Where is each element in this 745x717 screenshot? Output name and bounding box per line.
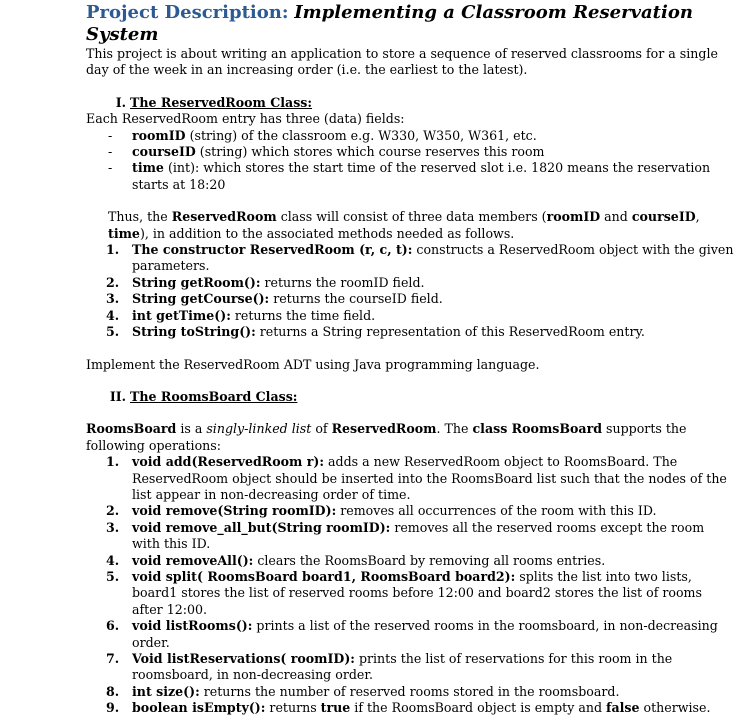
item-number: 3. — [106, 291, 120, 307]
method-signature: String toString(): — [132, 324, 256, 340]
method-signature: The constructor ReservedRoom (r, c, t): — [132, 242, 413, 258]
section-2-lead — [86, 421, 736, 454]
text: Thus, the — [108, 209, 172, 225]
list-item — [86, 160, 736, 193]
list-item — [86, 684, 736, 700]
method-desc: if the RoomsBoard object is empty and — [350, 700, 607, 716]
method-desc: returns the time field. — [230, 307, 376, 323]
list-item — [86, 275, 736, 291]
item-number: 8. — [106, 683, 120, 699]
text: supports the following operations: — [86, 421, 687, 453]
method-desc: adds a new ReservedRoom object to RoomsBoard. The ReservedRoom object should be inserted into the RoomsBoard list such that the nodes of the list appear in non-decreasing order of time. — [132, 454, 727, 502]
section-1-lead: Each ReservedRoom entry has three (data) fields: — [86, 111, 405, 127]
list-item — [86, 308, 736, 324]
method-signature: String getCourse(): — [132, 291, 270, 307]
list-item — [86, 242, 736, 275]
list-item — [86, 144, 736, 160]
list-item — [86, 553, 736, 569]
text: of — [311, 421, 332, 437]
item-number: 5. — [106, 324, 120, 340]
list-item — [86, 700, 736, 716]
intro-paragraph: This project is about writing an application to store a sequence of reserved classrooms for a single day of the week in an increasing order (i.e. the earliest to the latest). — [86, 46, 718, 78]
item-number: 9. — [106, 700, 120, 716]
implement-paragraph: Implement the ReservedRoom ADT using Java programming language. — [86, 356, 540, 372]
field-desc: (string) which stores which course reserves this room — [195, 144, 545, 160]
member-name: courseID — [631, 209, 696, 225]
method-desc: returns a String representation of this ReservedRoom entry. — [255, 324, 645, 340]
method-signature: void add(ReservedRoom r): — [132, 454, 324, 470]
list-item — [86, 569, 736, 618]
method-signature: Void listReservations( roomID): — [132, 651, 355, 666]
section-2-title: The RoomsBoard Class: — [130, 388, 298, 404]
title-project: Project Description: — [86, 2, 289, 23]
field-name: time — [132, 160, 164, 176]
method-desc: removes all the reserved rooms except the room with this ID. — [132, 519, 705, 552]
method-signature: void remove(String roomID): — [132, 503, 337, 519]
method-desc: prints the list of reservations for this room in the roomsboard, in non-decreasing order. — [132, 651, 673, 683]
item-number: 3. — [106, 519, 120, 535]
item-number: 2. — [106, 274, 120, 290]
list-item — [86, 651, 736, 684]
title-subtitle: Implementing a Classroom Reservation System — [86, 2, 693, 45]
document-page — [86, 0, 736, 717]
list-item — [86, 618, 736, 651]
text: class will consist of three data members ( — [276, 209, 547, 225]
list-item — [86, 291, 736, 307]
field-name: roomID — [132, 127, 186, 143]
class-name: class RoomsBoard — [472, 421, 603, 437]
item-number: 7. — [106, 651, 120, 666]
section-2-number: II. — [109, 388, 126, 404]
item-number: 2. — [106, 503, 120, 519]
class-name: RoomsBoard — [86, 421, 177, 437]
class-name: ReservedRoom — [331, 421, 437, 437]
method-desc: otherwise. — [639, 700, 711, 716]
method-list — [86, 242, 736, 340]
operations-list — [86, 454, 736, 717]
item-number: 4. — [106, 552, 120, 568]
emphasis: singly-linked list — [206, 421, 312, 437]
list-item — [86, 454, 736, 503]
text: is a — [176, 421, 207, 437]
section-1-number: I. — [115, 94, 126, 110]
class-name: ReservedRoom — [171, 209, 277, 225]
page-title — [86, 2, 736, 46]
section-2-heading — [86, 389, 736, 405]
text: . The — [436, 421, 473, 437]
method-signature: String getRoom(): — [132, 274, 261, 290]
method-signature: void removeAll(): — [132, 552, 254, 568]
thus-paragraph — [86, 209, 736, 242]
field-name: courseID — [132, 144, 196, 160]
method-desc: returns the roomID field. — [260, 274, 425, 290]
method-desc: constructs a ReservedRoom object with the given parameters. — [132, 242, 734, 274]
item-number: 1. — [106, 242, 120, 258]
method-signature: void remove_all_but(String roomID): — [132, 519, 391, 535]
keyword: true — [320, 700, 351, 716]
text: , — [695, 209, 700, 225]
method-desc: returns the number of reserved rooms stored in the roomsboard. — [199, 683, 620, 699]
method-desc: returns — [265, 700, 321, 716]
field-list — [86, 128, 736, 194]
field-desc: (int): which stores the start time of the reserved slot i.e. 1820 means the reservation starts at 18:20 — [132, 160, 711, 192]
method-desc: clears the RoomsBoard by removing all rooms entries. — [253, 552, 606, 568]
list-item — [86, 128, 736, 144]
member-name: time — [108, 225, 140, 241]
method-signature: boolean isEmpty(): — [132, 700, 266, 716]
item-number: 6. — [106, 618, 120, 634]
method-desc: prints a list of the reserved rooms in the roomsboard, in non-decreasing order. — [132, 618, 718, 650]
keyword: false — [606, 700, 640, 716]
method-signature: int getTime(): — [132, 307, 231, 323]
item-number: 1. — [106, 454, 120, 470]
method-desc: returns the courseID field. — [269, 291, 443, 307]
section-1-heading — [86, 95, 736, 111]
member-name: roomID — [546, 209, 601, 225]
method-signature: int size(): — [132, 683, 200, 699]
section-1-title: The ReservedRoom Class: — [130, 94, 313, 110]
field-desc: (string) of the classroom e.g. W330, W350, W361, etc. — [185, 127, 537, 143]
list-item — [86, 503, 736, 519]
item-number: 5. — [106, 568, 120, 584]
item-number: 4. — [106, 307, 120, 323]
method-signature: void split( RoomsBoard board1, RoomsBoard board2): — [132, 568, 516, 584]
method-desc: splits the list into two lists, board1 stores the list of reserved rooms before 12:00 and board2 stores the list of rooms after 12:00. — [132, 568, 702, 617]
method-signature: void listRooms(): — [132, 618, 253, 634]
method-desc: removes all occurrences of the room with this ID. — [336, 503, 657, 519]
text: ), in addition to the associated methods needed as follows. — [139, 225, 515, 241]
list-item — [86, 520, 736, 553]
text: and — [600, 209, 632, 225]
list-item — [86, 324, 736, 340]
